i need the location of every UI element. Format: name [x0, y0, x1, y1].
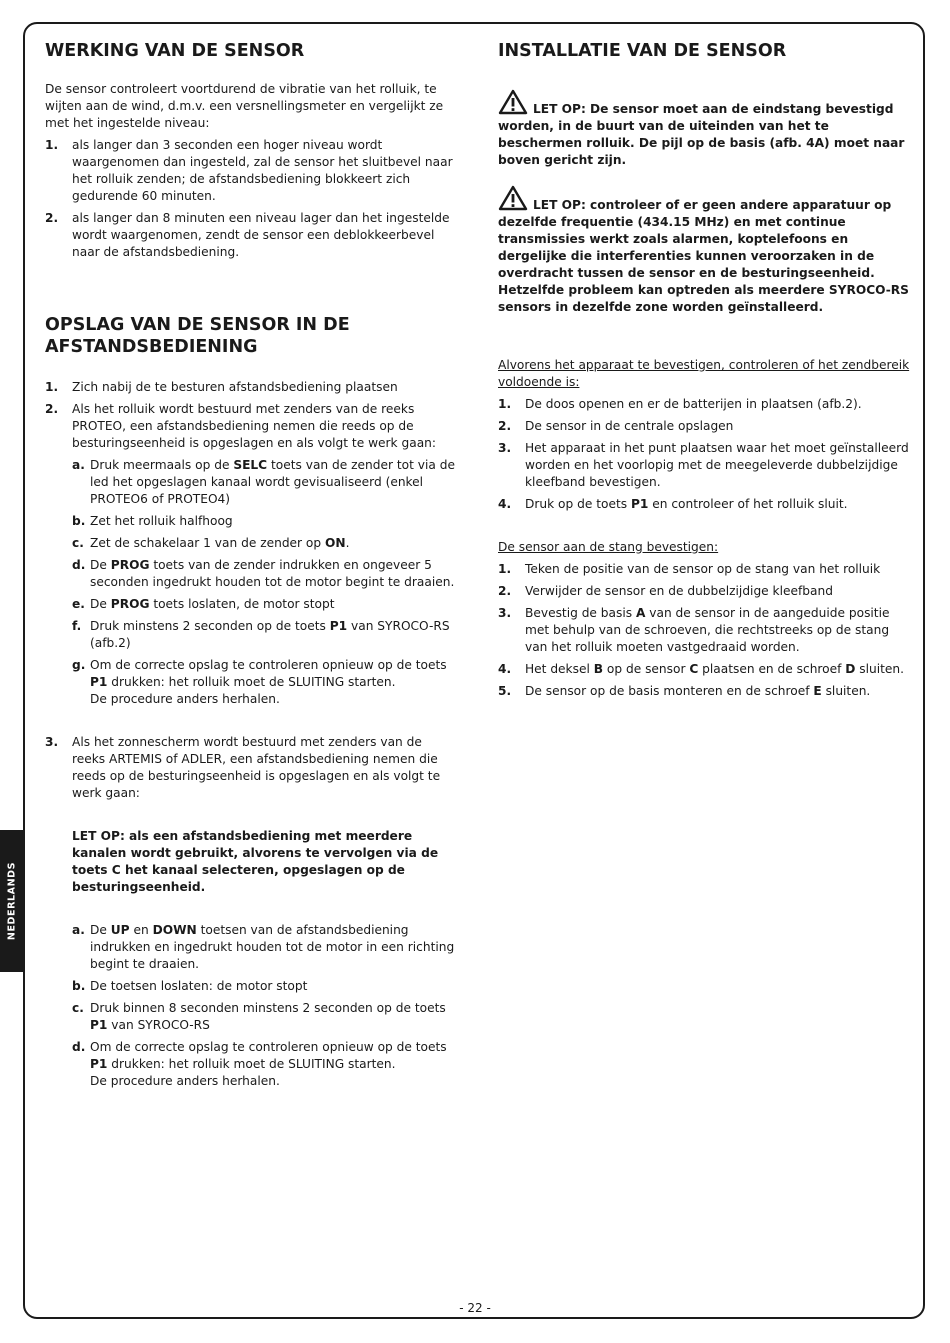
page-number: - 22 - — [459, 1301, 491, 1315]
section-title-installatie: INSTALLATIE VAN DE SENSOR — [498, 41, 787, 61]
werking-intro: De sensor controleert voortdurend de vibratie van het rolluik, te wijten aan de wind, d.m.v. een versnellingsmeter en vergelijkt ze met het ingestelde niveau: — [45, 82, 444, 130]
sub-item: b. De toetsen loslaten: de motor stopt — [72, 979, 308, 993]
section-title-werking: WERKING VAN DE SENSOR — [45, 41, 305, 61]
right-column — [498, 40, 910, 700]
list-item: 3. Als het zonnescherm wordt bestuurd met zenders van de reeks ARTEMIS of ADLER, een afstandsbediening nemen die reeds op de besturingseenheid is opgeslagen en als volgt te werk gaan: LET OP: als een afstandsbediening met meerdere kanalen wordt gebruikt, alvorens te vervolgen via de toets C het kanaal selecteren, opgeslagen op de besturingseenheid. a. De UP en DOWN toetsen van de afstandsbediening indrukken en ingedrukt houden tot de motor in een richting begint te draaien. b. De toetsen loslaten: de motor stopt c. Druk binnen 8 seconden minstens 2 seconden op de toets P1 van SYROCO-RS d. Om de correcte opslag te controleren opnieuw op de toets P1 drukken: het rolluik moet de SLUITING starten. De procedure anders herhalen. — [45, 735, 455, 1088]
list-item: 3. Bevestig de basis A van de sensor in de aangeduide positie met behulp van de schroeven, die rechtstreeks op de stang van het rolluik moeten vastgedraaid worden. — [498, 606, 890, 654]
list-item: 5. De sensor op de basis monteren en de schroef E sluiten. — [498, 684, 871, 698]
sub-item: e. De PROG toets loslaten, de motor stopt — [72, 597, 335, 611]
warning-triangle-icon — [498, 89, 528, 115]
list-item: 2. als langer dan 8 minuten een niveau lager dan het ingestelde wordt waargenomen, zendt de sensor een deblokkeerbevel naar de afstandsbediening. — [45, 211, 450, 259]
sub-item: b. Zet het rolluik halfhoog — [72, 514, 233, 528]
mount-heading: De sensor aan de stang bevestigen: — [498, 540, 719, 554]
list-item: 2. De sensor in de centrale opslagen — [498, 419, 734, 433]
section-title-opslag: OPSLAG VAN DE SENSOR IN DE AFSTANDSBEDIENING — [45, 315, 350, 357]
warning-triangle-icon — [498, 185, 528, 211]
sub-item: d. Om de correcte opslag te controleren opnieuw op de toets P1 drukken: het rolluik moet de SLUITING starten. De procedure anders herhalen. — [72, 1040, 447, 1088]
check-heading: Alvorens het apparaat te bevestigen, controleren of het zendbereik voldoende is: — [498, 358, 910, 389]
list-item: 3. Het apparaat in het punt plaatsen waar het moet geïnstalleerd worden en het voorlopig met de meegeleverde dubbelzijdige kleefband bevestigen. — [498, 441, 909, 489]
list-item: 4. Het deksel B op de sensor C plaatsen en de schroef D sluiten. — [498, 662, 905, 676]
note-multichannel: LET OP: als een afstandsbediening met meerdere kanalen wordt gebruikt, alvorens te vervolgen via de toets C het kanaal selecteren, opgeslagen op de besturingseenheid. — [72, 829, 439, 894]
warning-frequency: LET OP: controleer of er geen andere apparatuur op dezelfde frequentie (434.15 MHz) en met continue transmissies werkt zoals alarmen, koptelefoons en dergelijke die interferenties kunnen veroorzaken in de overdracht tussen de sensor en de besturingseenheid. Hetzelfde probleem kan optreden als meerdere SYROCO-RS sensors in dezelfde zone worden geïnstalleerd. — [498, 185, 910, 316]
sub-item: c. Druk binnen 8 seconden minstens 2 seconden op de toets P1 van SYROCO-RS — [72, 1001, 446, 1032]
sub-item: a. Druk meermaals op de SELC toets van de zender tot via de led het opgeslagen kanaal wordt gevisualiseerd (enkel PROTEO6 of PROTEO4) — [72, 458, 455, 506]
list-item: 2. Als het rolluik wordt bestuurd met zenders van de reeks PROTEO, een afstandsbediening nemen die reeds op de besturingseenheid is opgeslagen en als volgt te werk gaan: a. Druk meermaals op de SELC toets van de zender tot via de led het opgeslagen kanaal wordt gevisualiseerd (enkel PROTEO6 of PROTEO4) b. Zet het rolluik halfhoog c. Zet de schakelaar 1 van de zender op ON. d. De PROG toets van de zender indrukken en ongeveer 5 seconden ingedrukt houden tot de motor begint te draaien. e. De PROG toets loslaten, de motor stopt f. Druk minstens 2 seconden op de toets P1 van SYROCO-RS (afb.2) g. Om de correcte opslag te controleren opnieuw op de toets P1 drukken: het rolluik moet de SLUITING starten. De procedure anders herhalen. — [45, 402, 455, 706]
left-column — [45, 40, 455, 1090]
sub-item: c. Zet de schakelaar 1 van de zender op ON. — [72, 536, 350, 550]
list-item: 2. Verwijder de sensor en de dubbelzijdige kleefband — [498, 584, 833, 598]
werking-list — [45, 137, 455, 261]
list-item: 1. Teken de positie van de sensor op de stang van het rolluik — [498, 562, 881, 576]
list-item: 1. Zich nabij de te besturen afstandsbediening plaatsen — [45, 380, 398, 394]
sub-item: g. Om de correcte opslag te controleren opnieuw op de toets P1 drukken: het rolluik moet de SLUITING starten. De procedure anders herhalen. — [72, 658, 447, 706]
sub-item: f. Druk minstens 2 seconden op de toets P1 van SYROCO-RS (afb.2) — [72, 619, 450, 650]
sub-item: d. De PROG toets van de zender indrukken en ongeveer 5 seconden ingedrukt houden tot de motor begint te draaien. — [72, 558, 455, 589]
list-item: 1. als langer dan 3 seconden een hoger niveau wordt waargenomen dan ingesteld, zal de sensor het sluitbevel naar het rolluik zenden; de afstandsbediening blokkeert zich gedurende 60 minuten. — [45, 138, 453, 203]
list-item: 4. Druk op de toets P1 en controleer of het rolluik sluit. — [498, 497, 848, 511]
list-item: 1. De doos openen en er de batterijen in plaatsen (afb.2). — [498, 397, 862, 411]
warning-mounting: LET OP: De sensor moet aan de eindstang bevestigd worden, in de buurt van de uiteinden van het te beschermen rolluik. De pijl op de basis (afb. 4A) moet naar boven gericht zijn. — [498, 89, 910, 169]
language-tab — [0, 830, 23, 972]
sub-item: a. De UP en DOWN toetsen van de afstandsbediening indrukken en ingedrukt houden tot de motor in een richting begint te draaien. — [72, 923, 455, 971]
language-label: NEDERLANDS — [6, 861, 17, 941]
